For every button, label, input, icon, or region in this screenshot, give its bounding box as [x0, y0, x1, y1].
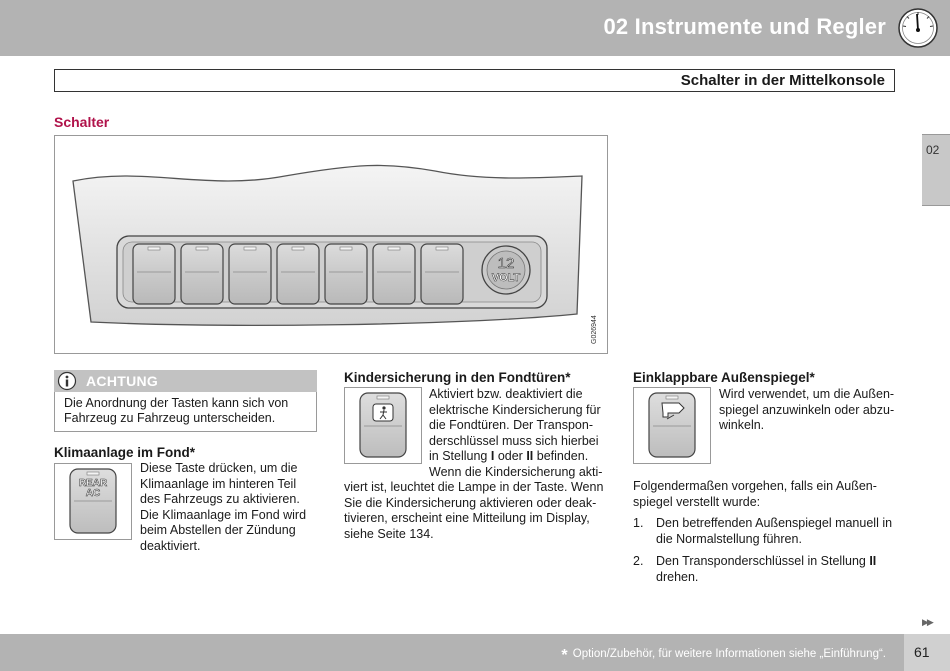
warning-line: Fahrzeug zu Fahrzeug unterscheiden. — [64, 411, 276, 425]
console-drawing — [55, 136, 607, 353]
rear-ac-button-icon — [55, 464, 131, 539]
text-line: siehe Seite 134. — [344, 526, 434, 541]
mirror-button-icon — [634, 388, 710, 463]
chapter-side-tab[interactable] — [922, 134, 950, 206]
warning-icon — [57, 371, 77, 391]
footnote — [561, 647, 886, 665]
text-line: die Fondtüren. Der Transpon- — [429, 418, 593, 432]
image-code: G026944 — [591, 315, 598, 344]
text-line: Wird verwendet, um die Außen- — [719, 387, 895, 401]
footer-band — [0, 634, 904, 671]
step-2-text — [656, 554, 911, 585]
text-line — [429, 449, 614, 465]
header-band — [0, 0, 950, 56]
subheading-schalter: Schalter — [54, 114, 110, 130]
socket-label-volt: VOLT — [491, 272, 521, 284]
text-line: drehen. — [656, 569, 699, 584]
page-number: 61 — [914, 644, 930, 660]
text-line: elektrische Kindersicherung für — [429, 402, 601, 417]
step-1-text — [656, 516, 911, 547]
warning-line: Die Anordnung der Tasten kann sich von — [64, 396, 289, 410]
warning-text — [64, 396, 309, 426]
text-line: Sie die Kindersicherung aktivieren oder deak- — [344, 495, 597, 510]
mirror-text-right — [719, 387, 904, 434]
text-line: Diese Taste drücken, um die — [140, 461, 298, 475]
page-number-box — [904, 634, 950, 671]
text-line: spiegel anzuwinkeln oder abzu- — [719, 402, 895, 417]
ac-label: AC — [85, 488, 101, 499]
text-line: winkeln. — [719, 418, 765, 432]
climate-text — [140, 461, 320, 554]
text-line: derschlüssel muss sich hierbei — [429, 433, 599, 448]
socket-label-12: 12 — [497, 255, 515, 272]
center-console-illustration — [54, 135, 608, 354]
step-1-number: 1. — [633, 516, 644, 530]
heading-climate: Klimaanlage im Fond* — [54, 445, 196, 460]
text-line: beim Abstellen der Zündung — [140, 523, 296, 537]
childlock-button-icon — [345, 388, 421, 463]
text-run: in Stellung — [429, 449, 491, 463]
chapter-title: 02 Instrumente und Regler — [603, 14, 886, 39]
section-title: Schalter in der Mittelkonsole — [680, 72, 885, 89]
mirror-button-image — [633, 387, 711, 464]
text-line: viert ist, leuchtet die Lampe in der Taste. Wenn — [344, 480, 604, 494]
gauge-icon — [896, 6, 940, 50]
rear-ac-button-image — [54, 463, 132, 540]
text-line: spiegel verstellt wurde: — [633, 494, 761, 509]
text-run: oder — [494, 449, 527, 463]
text-run: befinden. — [533, 449, 589, 463]
text-bold: II — [869, 554, 877, 568]
footnote-text: Option/Zubehör, für weitere Informationen siehe „Einführung“. — [572, 648, 886, 660]
text-line: des Fahrzeugs zu aktivieren. — [140, 492, 300, 506]
chapter-tab-label: 02 — [926, 143, 940, 157]
text-line — [656, 554, 911, 570]
warning-body — [54, 392, 317, 432]
text-bold: II — [526, 449, 534, 463]
text-line: Folgendermaßen vorgehen, falls ein Außen- — [633, 479, 877, 493]
footnote-star: * — [561, 647, 568, 664]
rear-label: REAR — [78, 478, 108, 489]
text-line: die Normalstellung führen. — [656, 531, 802, 546]
warning-header — [54, 370, 317, 392]
heading-childlock: Kindersicherung in den Fondtüren* — [344, 370, 571, 385]
childlock-button-image — [344, 387, 422, 464]
step-2-number: 2. — [633, 554, 644, 568]
text-line: deaktiviert. — [140, 538, 201, 553]
text-bold: I — [490, 449, 495, 463]
childlock-text-full — [344, 480, 619, 542]
mirror-intro — [633, 479, 908, 510]
text-line: Klimaanlage im hinteren Teil — [140, 476, 297, 491]
text-line: Die Klimaanlage im Fond wird — [140, 507, 307, 522]
text-line: Aktiviert bzw. deaktiviert die — [429, 387, 583, 401]
heading-mirror: Einklappbare Außenspiegel* — [633, 370, 815, 385]
warning-title: ACHTUNG — [86, 373, 159, 389]
childlock-text-right — [429, 387, 614, 480]
next-page-arrows-icon[interactable]: ▶▶ — [922, 617, 932, 627]
text-run: Den Transponderschlüssel in Stellung — [656, 554, 870, 568]
text-line: Wenn die Kindersicherung akti- — [429, 464, 603, 479]
text-line: Den betreffenden Außenspiegel manuell in — [656, 516, 893, 530]
section-title-box — [54, 69, 895, 92]
text-line: tivieren, erscheint eine Mitteilung im Display, — [344, 511, 590, 525]
